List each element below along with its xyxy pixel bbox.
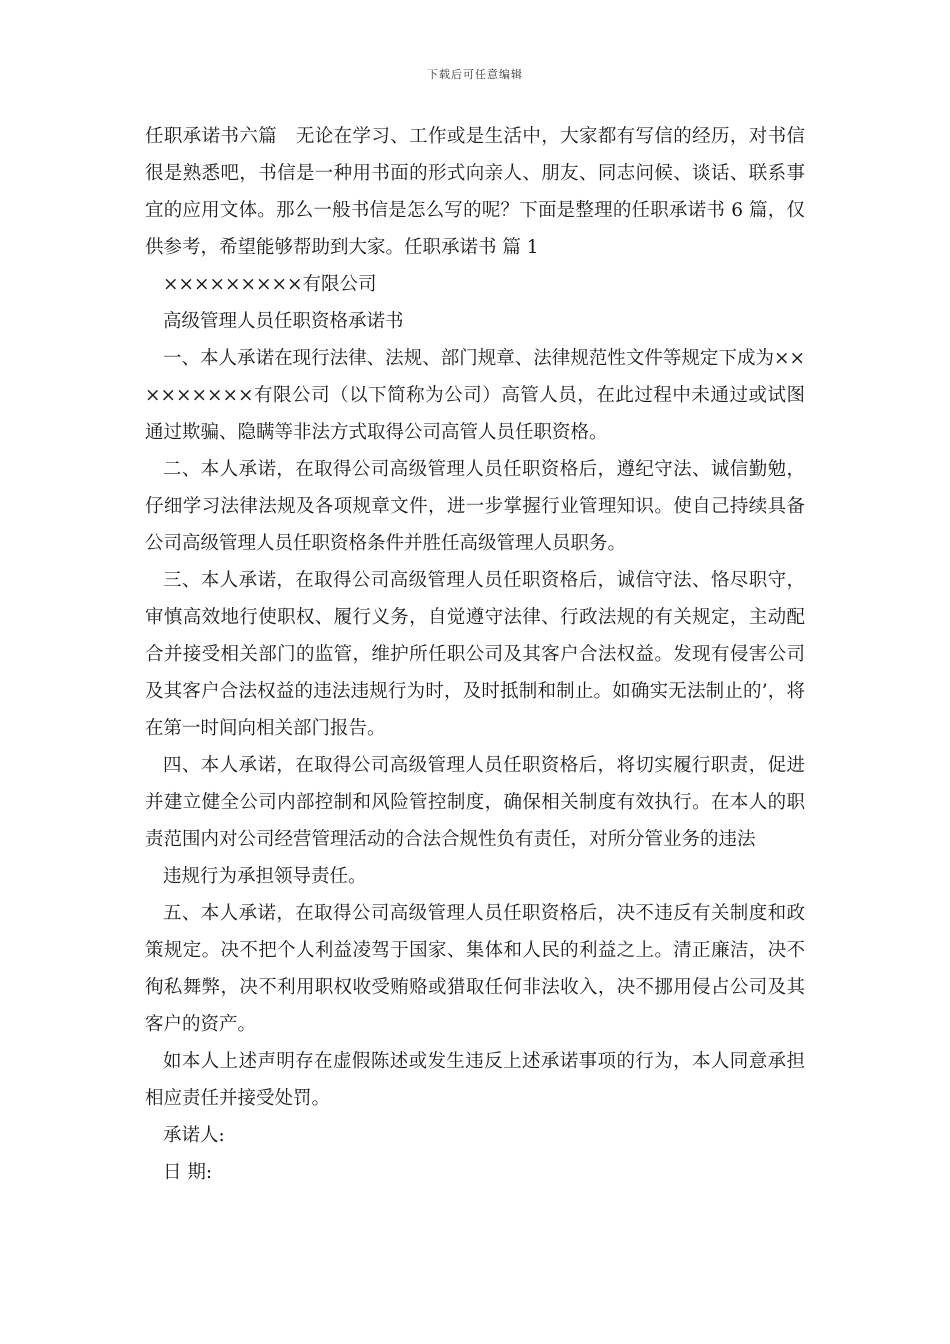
commitment-paragraph-2: 二、本人承诺，在取得公司高级管理人员任职资格后，遵纪守法、诚信勤勉，仔细学习法律法规及各项规章文件，进一步掌握行业管理知识。使自己持续具备公司高级管理人员任职资格条件并胜任高级管理人员职务。: [145, 459, 805, 554]
commitment-paragraph-3: 三、本人承诺，在取得公司高级管理人员任职资格后，诚信守法、恪尽职守，审慎高效地行使职权、履行义务，自觉遵守法律、行政法规的有关规定，主动配合并接受相关部门的监管，维护所任职公司及其客户合法权益。发现有侵害公司及其客户合法权益的违法违规行为时，及时抵制和制止。如确实无法制止的’，将在第一时间向相关部门报告。: [145, 570, 805, 739]
commitment-paragraph-4-continued: 违规行为承担领导责任。: [163, 866, 367, 887]
commitment-paragraph-5: 五、本人承诺，在取得公司高级管理人员任职资格后，决不违反有关制度和政策规定。决不把个人利益凌驾于国家、集体和人民的利益之上。清正廉洁，决不徇私舞弊，决不利用职权收受贿赂或猎取任何非法收入，决不挪用侵占公司及其客户的资产。: [145, 903, 805, 1035]
document-title: 高级管理人员任职资格承诺书: [163, 311, 404, 332]
declaration-paragraph: 如本人上述声明存在虚假陈述或发生违反上述承诺事项的行为，本人同意承担相应责任并接受处罚。: [145, 1051, 805, 1109]
document-body: [145, 118, 805, 1191]
signer-label: 承诺人:: [163, 1125, 225, 1146]
date-label: 日 期:: [163, 1162, 213, 1183]
commitment-paragraph-1: 一、本人承诺在现行法律、法规、部门规章、法律规范性文件等规定下成为×××××××××有限公司（以下简称为公司）高管人员，在此过程中未通过或试图通过欺骗、隐瞒等非法方式取得公司高管人员任职资格。: [145, 348, 805, 443]
header-note: 下载后可任意编辑: [427, 68, 523, 81]
intro-paragraph: 任职承诺书六篇 无论在学习、工作或是生活中，大家都有写信的经历，对书信很是熟悉吧，书信是一种用书面的形式向亲人、朋友、同志问候、谈话、联系事宜的应用文体。那么一般书信是怎么写的呢？下面是整理的任职承诺书 6 篇，仅供参考，希望能够帮助到大家。任职承诺书 篇 1: [145, 126, 805, 258]
commitment-paragraph-4: 四、本人承诺，在取得公司高级管理人员任职资格后，将切实履行职责，促进并建立健全公司内部控制和风险管控制度，确保相关制度有效执行。在本人的职责范围内对公司经营管理活动的合法合规性负有责任，对所分管业务的违法: [145, 755, 805, 850]
company-name: ×××××××××有限公司: [163, 274, 377, 295]
